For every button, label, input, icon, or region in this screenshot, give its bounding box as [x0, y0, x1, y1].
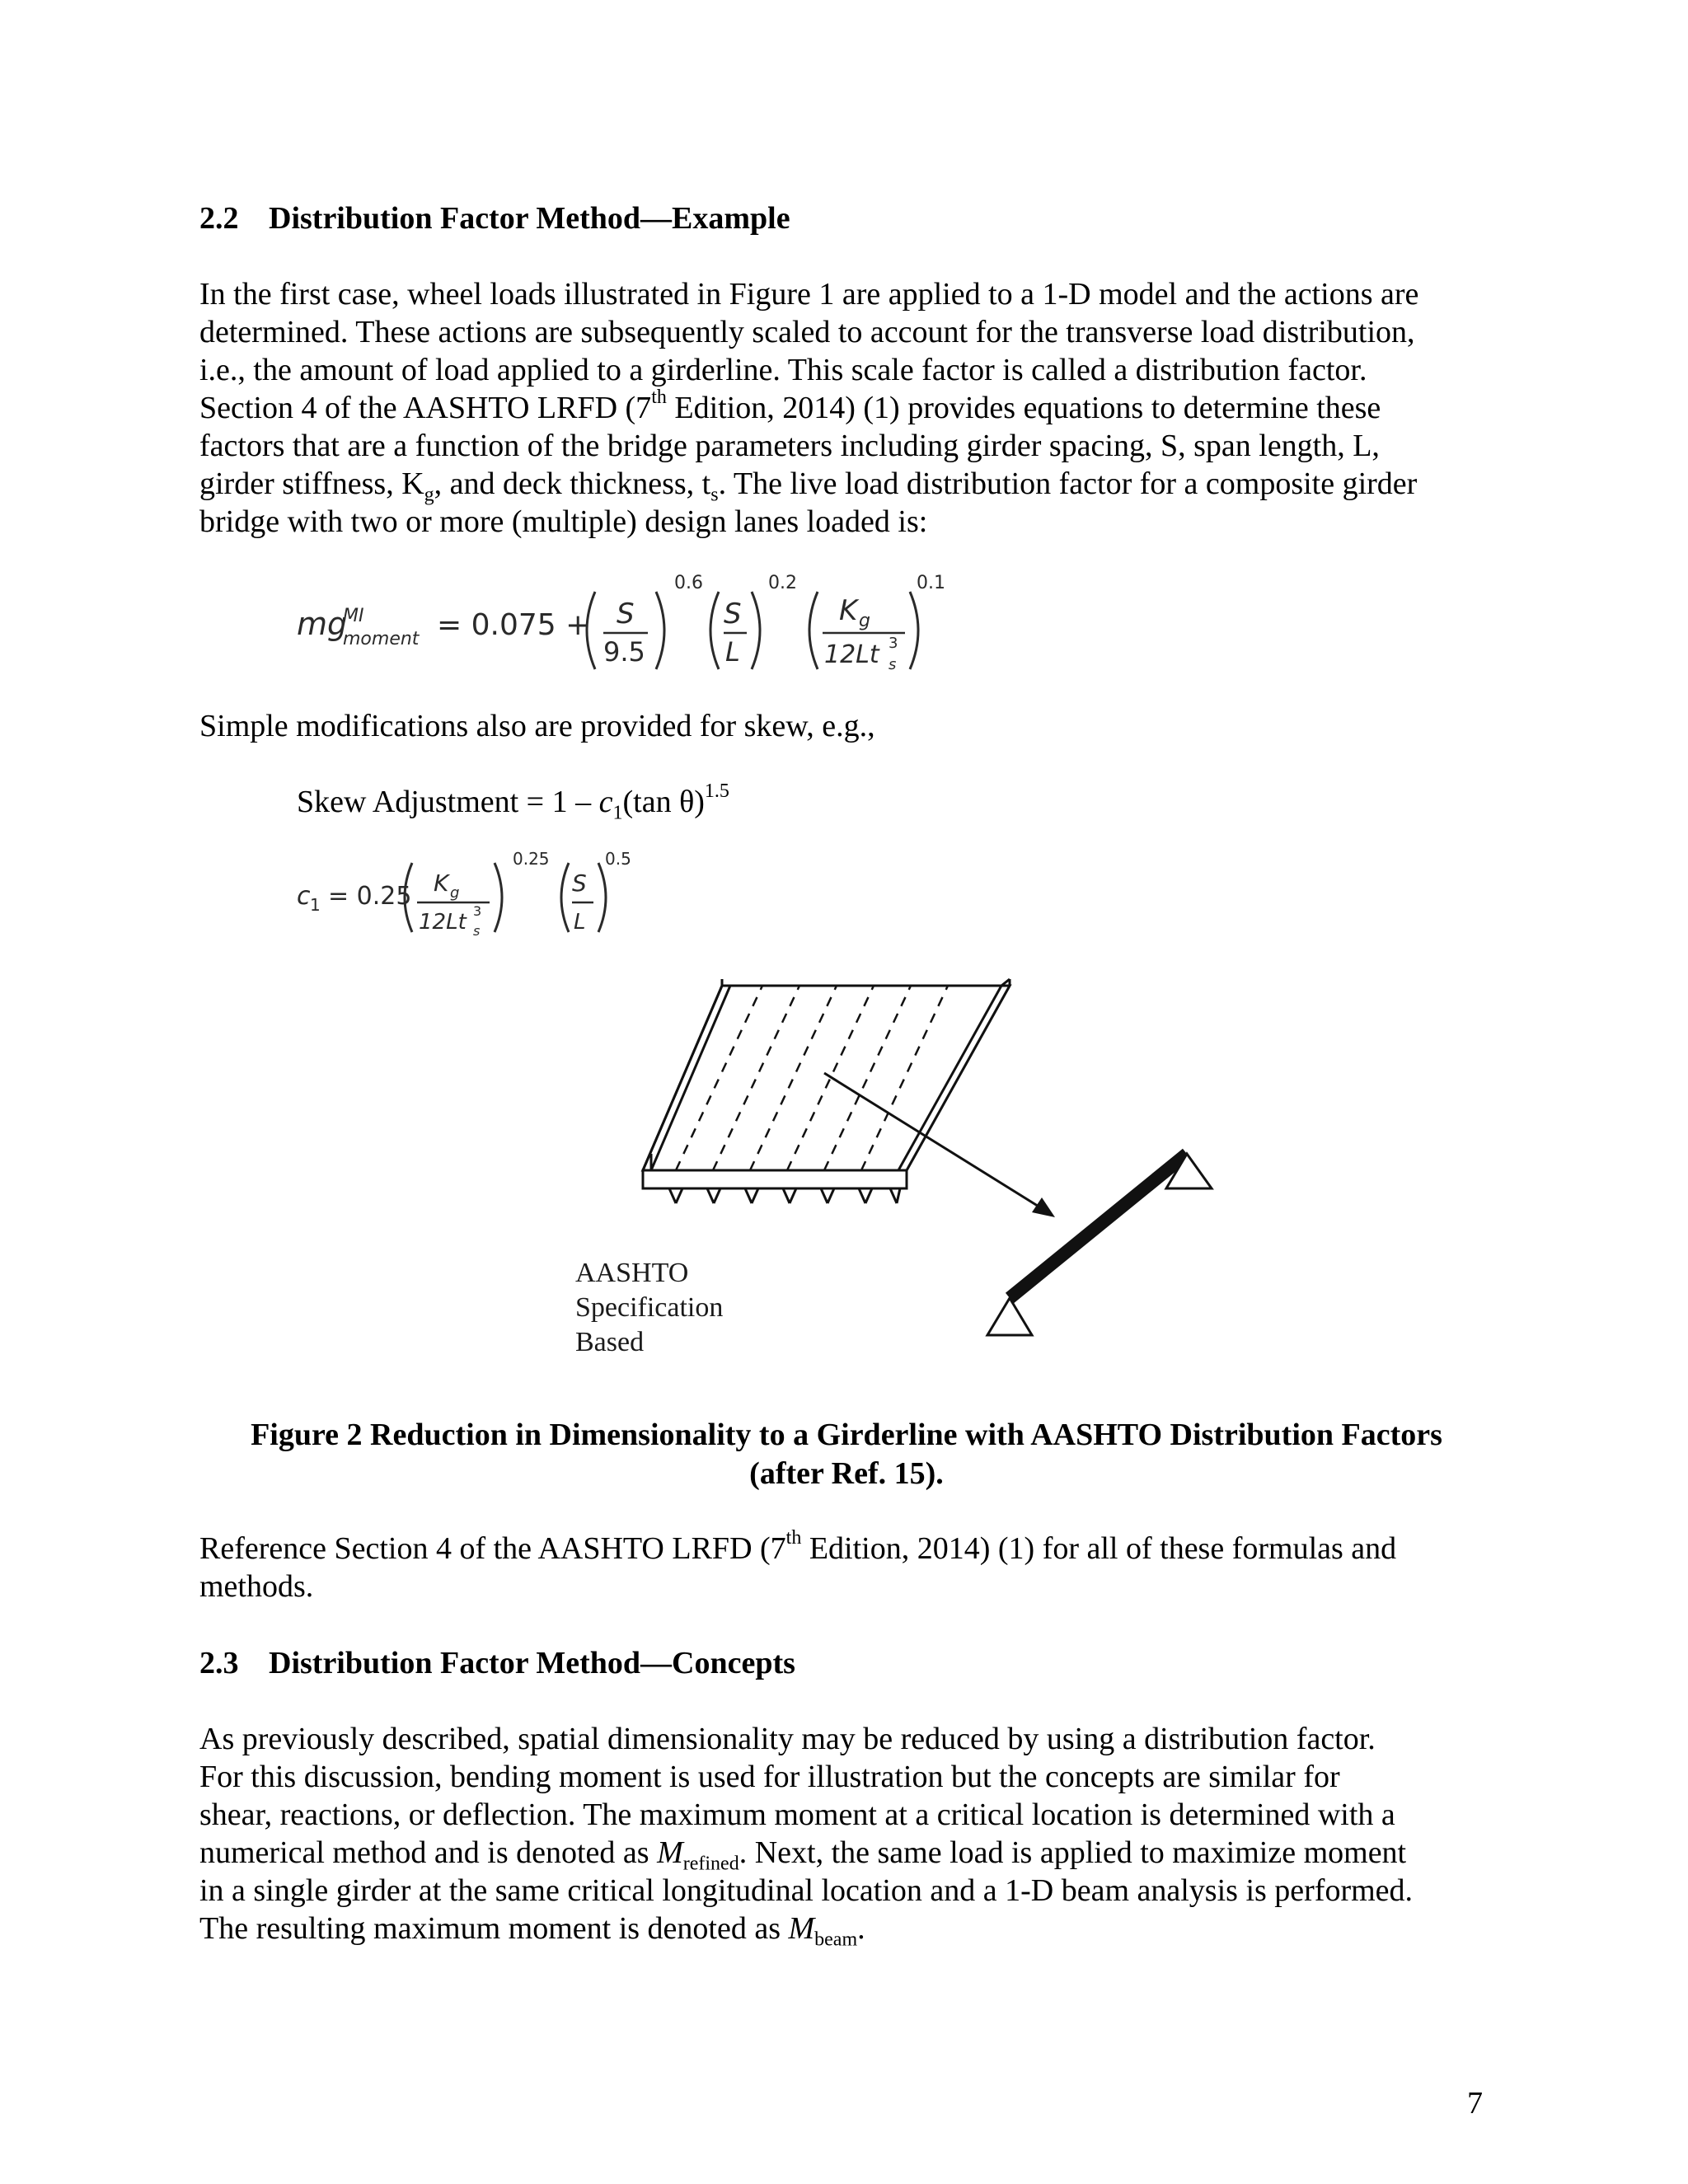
distribution-factor-equation [288, 569, 964, 684]
eq-f1-exp: 0.6 [674, 573, 703, 593]
eq-f3-den: 12Lt [824, 640, 879, 669]
girderline-beam [987, 1154, 1212, 1335]
eq-f3-den-sub: s [889, 656, 897, 673]
figure-caption [199, 1416, 1493, 1493]
variable: M [788, 1911, 815, 1946]
figure-label-line: Specification [575, 1292, 724, 1323]
eq2-f1-num-sub: g [450, 884, 460, 902]
eq-f3-num: K [839, 594, 858, 627]
eq2-f1-exp: 0.25 [513, 849, 550, 869]
eq2-f2-den: L [574, 910, 586, 935]
eq2-f2-num: S [572, 869, 587, 897]
text-line [199, 1527, 1493, 1568]
figure-label-line: Based [575, 1327, 645, 1352]
text-line: methods. [199, 1569, 314, 1604]
eq-f1-den: 9.5 [603, 636, 645, 668]
text-line: determined. These actions are subsequently scaled to account for the transverse load distribution, [199, 315, 1415, 349]
caption-line: Figure 2 Reduction in Dimensionality to a Girderline with AASHTO Distribution Factors [251, 1418, 1442, 1452]
text-span: . [857, 1911, 865, 1946]
eq-f2-den: L [725, 636, 740, 668]
section-heading-2-2 [199, 199, 790, 237]
superscript: th [651, 387, 667, 409]
bridge-deck [643, 979, 1010, 1203]
figure-2-diagram [560, 972, 1236, 1352]
text-line [199, 465, 1493, 506]
eq2-f1-den-sub: s [473, 923, 481, 939]
subscript: g [424, 484, 434, 506]
figure-label-line: AASHTO [575, 1258, 689, 1288]
section-heading-2-3 [199, 1644, 795, 1682]
text-span: Edition, 2014) (1) provides equations to determine these [666, 391, 1381, 425]
caption-line: (after Ref. 15). [749, 1456, 944, 1491]
text-span: , and deck thickness, t [434, 466, 711, 501]
paragraph-4 [199, 1720, 1493, 1951]
paragraph-2 [199, 707, 1493, 745]
section-title: Distribution Factor Method—Concepts [269, 1646, 795, 1680]
paragraph-3 [199, 1527, 1493, 1605]
text-span: Section 4 of the AASHTO LRFD (7 [199, 391, 652, 425]
variable: c [598, 785, 613, 819]
text-line: In the first case, wheel loads illustrated in Figure 1 are applied to a 1-D model and the actions are [199, 277, 1419, 312]
eq-f1-num: S [617, 598, 635, 630]
text-line: shear, reactions, or deflection. The maximum moment at a critical location is determined with a [199, 1797, 1395, 1832]
variable: M [657, 1835, 683, 1870]
section-number: 2.3 [199, 1646, 239, 1680]
figure-label [575, 1258, 723, 1352]
subscript: 1 [612, 802, 623, 824]
text-span: Skew Adjustment = 1 – [297, 785, 599, 819]
eq-lhs-sup: MI [343, 606, 364, 626]
eq-f3-den-sup: 3 [889, 635, 898, 652]
section-title: Distribution Factor Method—Example [269, 201, 790, 236]
text-line [199, 1834, 1493, 1875]
eq2-f1-den-sup: 3 [473, 903, 482, 919]
subscript: s [710, 484, 719, 506]
text-line: in a single girder at the same critical longitudinal location and a 1-D beam analysis is performed. [199, 1873, 1414, 1908]
eq2-lhs: c [297, 882, 311, 911]
eq-lhs: mg [297, 606, 348, 642]
eq-f3-exp: 0.1 [917, 573, 945, 593]
text-line: Simple modifications also are provided for skew, e.g., [199, 709, 875, 743]
eq-f3-num-sub: g [859, 611, 870, 631]
eq-f2-num: S [724, 598, 742, 630]
text-line: As previously described, spatial dimensionality may be reduced by using a distribution factor. [199, 1722, 1376, 1756]
text-span: The resulting maximum moment is denoted as [199, 1911, 789, 1946]
text-line: For this discussion, bending moment is used for illustration but the concepts are similar for [199, 1760, 1340, 1794]
text-line: factors that are a function of the bridge parameters including girder spacing, S, span length, L, [199, 429, 1380, 463]
eq-constant: = 0.075 + [437, 608, 591, 642]
text-span: Reference Section 4 of the AASHTO LRFD (7 [199, 1531, 786, 1566]
section-number: 2.2 [199, 201, 239, 236]
c1-equation [288, 845, 651, 944]
paragraph-1 [199, 275, 1493, 541]
eq2-f1-den: 12Lt [419, 910, 467, 935]
superscript: 1.5 [704, 780, 729, 803]
eq2-f1-num: K [434, 869, 449, 897]
page-number: 7 [1467, 2086, 1483, 2121]
eq2-f2-exp: 0.5 [605, 849, 631, 869]
text-span: (tan θ) [622, 785, 705, 819]
text-line: bridge with two or more (multiple) design lanes loaded is: [199, 504, 928, 539]
text-span: numerical method and is denoted as [199, 1835, 658, 1870]
text-span: . The live load distribution factor for a composite girder [718, 466, 1418, 501]
text-line [199, 1910, 1493, 1951]
eq2-lhs-sub: 1 [310, 895, 321, 915]
eq2-constant: = 0.25 [328, 882, 412, 911]
skew-adjustment-formula [297, 780, 1591, 824]
text-span: girder stiffness, K [199, 466, 424, 501]
text-span: . Next, the same load is applied to maximize moment [738, 1835, 1407, 1870]
superscript: th [785, 1527, 802, 1549]
text-span: Edition, 2014) (1) for all of these formulas and [801, 1531, 1397, 1566]
text-line [297, 780, 1591, 824]
text-line [199, 389, 1493, 427]
eq-lhs-sub: moment [343, 629, 420, 649]
subscript: beam [814, 1929, 858, 1951]
text-line: i.e., the amount of load applied to a girderline. This scale factor is called a distribution factor. [199, 353, 1367, 387]
eq-f2-exp: 0.2 [768, 573, 797, 593]
subscript: refined [682, 1853, 739, 1875]
